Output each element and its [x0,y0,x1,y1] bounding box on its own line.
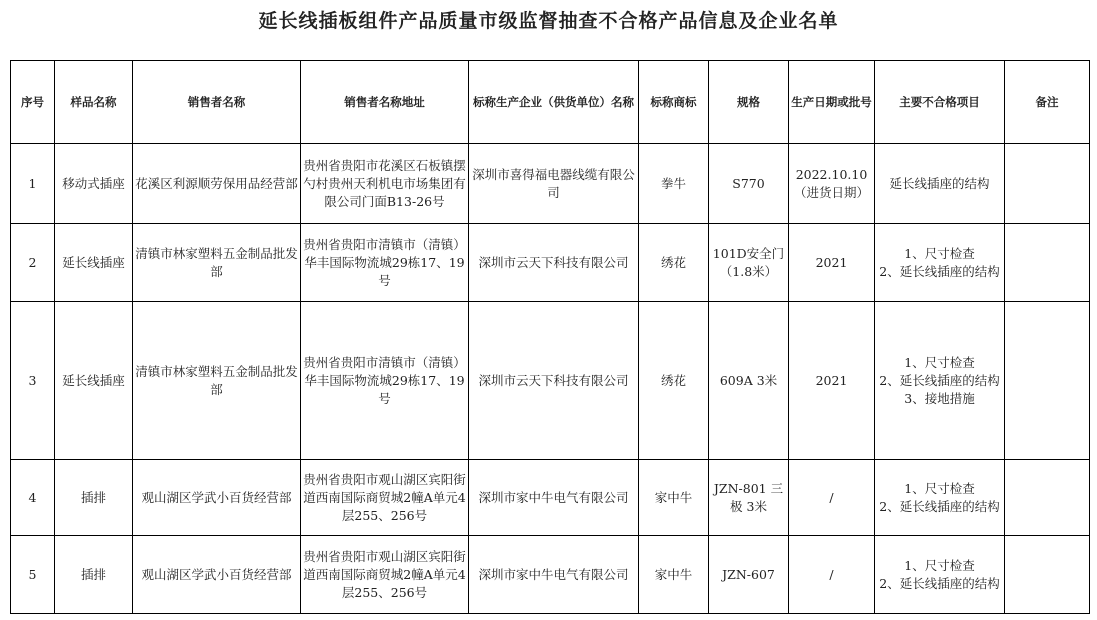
cell-no: 3 [11,302,55,460]
defect-item: 2、延长线插座的结构 [879,263,1000,279]
cell-no: 1 [11,144,55,224]
cell-no: 2 [11,224,55,302]
table-row [11,224,1090,302]
cell-defects [875,460,1005,536]
cell-brand: 拳牛 [639,144,709,224]
defect-item: 2、延长线插座的结构 [879,575,1000,591]
cell-address: 贵州省贵阳市清镇市（清镇）华丰国际物流城29栋17、19号 [301,302,469,460]
column-header-maker: 标称生产企业（供货单位）名称 [469,61,639,144]
cell-maker: 深圳市云天下科技有限公司 [469,302,639,460]
column-header-no: 序号 [11,61,55,144]
cell-seller: 清镇市林家塑料五金制品批发部 [133,224,301,302]
cell-date: 2022.10.10（进货日期） [789,144,875,224]
unqualified-products-table [10,60,1090,614]
cell-no: 5 [11,536,55,614]
defect-item: 2、延长线插座的结构 [879,372,1000,388]
defect-item: 3、接地措施 [904,390,975,406]
cell-date: / [789,536,875,614]
cell-seller: 观山湖区学武小百货经营部 [133,536,301,614]
column-header-spec: 规格 [709,61,789,144]
column-header-defects: 主要不合格项目 [875,61,1005,144]
cell-maker: 深圳市家中牛电气有限公司 [469,536,639,614]
cell-address: 贵州省贵阳市清镇市（清镇）华丰国际物流城29栋17、19号 [301,224,469,302]
cell-maker: 深圳市家中牛电气有限公司 [469,460,639,536]
defect-item: 1、尺寸检查 [904,245,975,261]
cell-address: 贵州省贵阳市观山湖区宾阳街道西南国际商贸城2幢A单元4层255、256号 [301,460,469,536]
column-header-sample: 样品名称 [55,61,133,144]
cell-seller: 花溪区利源顺劳保用品经营部 [133,144,301,224]
column-header-date: 生产日期或批号 [789,61,875,144]
cell-seller: 清镇市林家塑料五金制品批发部 [133,302,301,460]
cell-defects [875,144,1005,224]
table-row [11,302,1090,460]
cell-seller: 观山湖区学武小百货经营部 [133,460,301,536]
defect-item: 1、尺寸检查 [904,480,975,496]
cell-defects [875,224,1005,302]
cell-brand: 家中牛 [639,460,709,536]
cell-note [1005,144,1090,224]
table-row [11,144,1090,224]
cell-spec: JZN-607 [709,536,789,614]
cell-brand: 绣花 [639,302,709,460]
cell-brand: 家中牛 [639,536,709,614]
cell-no: 4 [11,460,55,536]
cell-note [1005,302,1090,460]
cell-sample: 延长线插座 [55,302,133,460]
cell-spec: JZN-801 三极 3米 [709,460,789,536]
cell-note [1005,536,1090,614]
cell-spec: 101D安全门（1.8米） [709,224,789,302]
cell-address: 贵州省贵阳市观山湖区宾阳街道西南国际商贸城2幢A单元4层255、256号 [301,536,469,614]
defect-item: 1、尺寸检查 [904,557,975,573]
cell-defects [875,536,1005,614]
cell-brand: 绣花 [639,224,709,302]
cell-address: 贵州省贵阳市花溪区石板镇摆勺村贵州天利机电市场集团有限公司门面B13-26号 [301,144,469,224]
cell-sample: 插排 [55,536,133,614]
cell-sample: 插排 [55,460,133,536]
table-row [11,536,1090,614]
cell-note [1005,224,1090,302]
cell-maker: 深圳市喜得福电器线缆有限公司 [469,144,639,224]
column-header-brand: 标称商标 [639,61,709,144]
cell-note [1005,460,1090,536]
table-row [11,460,1090,536]
table-header-row [11,61,1090,144]
cell-defects [875,302,1005,460]
column-header-address: 销售者名称地址 [301,61,469,144]
defect-item: 2、延长线插座的结构 [879,498,1000,514]
cell-maker: 深圳市云天下科技有限公司 [469,224,639,302]
cell-date: 2021 [789,302,875,460]
cell-date: 2021 [789,224,875,302]
cell-date: / [789,460,875,536]
defect-item: 延长线插座的结构 [889,175,990,191]
cell-spec: 609A 3米 [709,302,789,460]
page-title: 延长线插板组件产品质量市级监督抽查不合格产品信息及企业名单 [258,10,839,32]
cell-spec: S770 [709,144,789,224]
cell-sample: 延长线插座 [55,224,133,302]
defect-item: 1、尺寸检查 [904,354,975,370]
column-header-seller: 销售者名称 [133,61,301,144]
column-header-note: 备注 [1005,61,1090,144]
cell-sample: 移动式插座 [55,144,133,224]
